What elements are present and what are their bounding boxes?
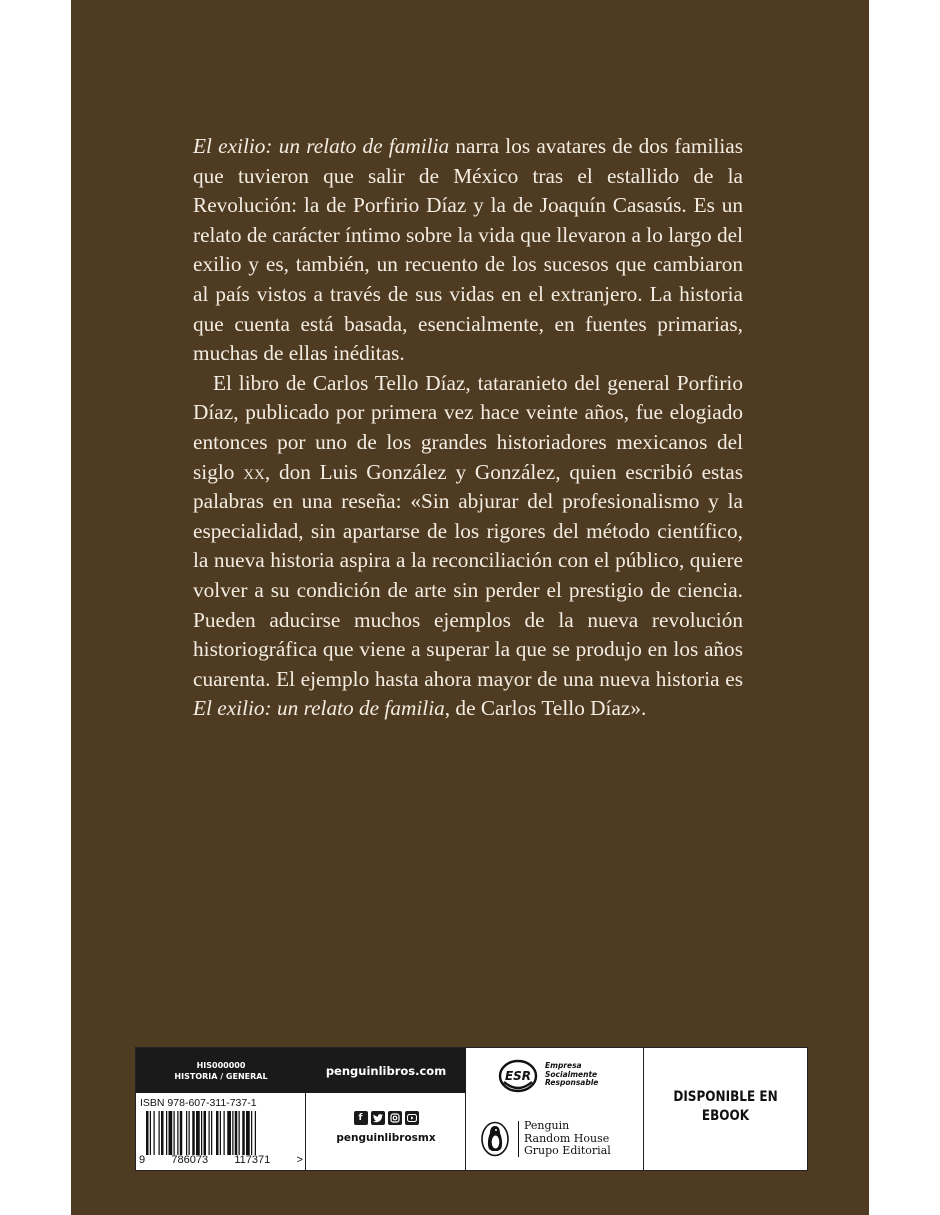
twitter-icon[interactable] xyxy=(371,1111,385,1125)
barcode-bar xyxy=(227,1111,231,1155)
bisac-code: HIS000000 xyxy=(196,1060,246,1070)
barcode-bar xyxy=(180,1111,183,1155)
barcode-bar xyxy=(201,1111,202,1155)
barcode-bar xyxy=(174,1111,175,1155)
esr-line: Responsable xyxy=(545,1078,599,1088)
barcode xyxy=(142,1111,300,1155)
barcode-bar xyxy=(235,1111,238,1155)
website-link[interactable]: penguinlibros.com xyxy=(306,1048,466,1093)
barcode-bar xyxy=(216,1111,219,1155)
barcode-bar xyxy=(177,1111,178,1155)
publisher-name xyxy=(524,1120,611,1158)
barcode-bar xyxy=(166,1111,167,1155)
instagram-icon[interactable] xyxy=(388,1111,402,1125)
book-title-quote: El exilio: un relato de familia xyxy=(193,696,445,721)
esr-logo xyxy=(498,1058,538,1094)
barcode-bar xyxy=(211,1111,212,1155)
book-title: El exilio: un relato de familia xyxy=(193,134,450,158)
blurb-p2-text-b: , don Luis González y González, quien escribió estas palabras en una reseña: «Sin abjurar del profesionalismo y la especialidad, sin apartarse de los rigores del método científico, la nueva historia aspira a la reconciliación con el público, quiere volver a su condición de arte sin perder el prestigio de ciencia. Pueden aducirse muchos ejemplos de la nueva revolución historiográfica que viene a superar la que se produjo en los años cuarenta. El ejemplo hasta ahora mayor de una nueva historia es xyxy=(193,459,743,691)
social-icons xyxy=(306,1111,466,1125)
barcode-bar xyxy=(224,1111,225,1155)
barcode-digits xyxy=(139,1154,303,1166)
ebook-notice xyxy=(655,1088,795,1126)
barcode-bar xyxy=(154,1111,155,1155)
publisher-line: Grupo Editorial xyxy=(524,1144,611,1158)
publisher-cell xyxy=(466,1048,644,1170)
barcode-bar xyxy=(186,1111,187,1155)
barcode-quiet-mark: > xyxy=(296,1154,303,1166)
barcode-bar xyxy=(169,1111,173,1155)
publisher-line: Penguin xyxy=(524,1119,570,1132)
back-cover-blurb xyxy=(193,132,743,724)
barcode-bar xyxy=(232,1111,233,1155)
barcode-bar xyxy=(209,1111,210,1155)
youtube-icon[interactable] xyxy=(405,1111,419,1125)
ebook-line: DISPONIBLE EN xyxy=(673,1089,778,1105)
barcode-bar xyxy=(196,1111,200,1155)
century-numeral: xx xyxy=(243,459,265,484)
barcode-bar xyxy=(161,1111,164,1155)
barcode-bar xyxy=(255,1111,256,1155)
barcode-digits-right: 117371 xyxy=(234,1154,271,1166)
barcode-bar xyxy=(246,1111,250,1155)
blurb-p1-text: narra los avatares de dos familias que tuvieron que salir de México tras el estallido de la Revolución: la de Porfirio Díaz y la de Joaquín Casasús. Es un relato de carácter íntimo sobre la vida que llevaron a lo largo del exilio y es, también, un recuento de los sucesos que cambiaron al país vistos a través de sus vidas en el extranjero. La historia que cuenta está basada, esencialmente, en fuentes primarias, muchas de ellas inéditas. xyxy=(193,134,743,366)
barcode-bar xyxy=(159,1111,160,1155)
esr-line: Socialmente xyxy=(545,1069,598,1079)
esr-mark: ESR xyxy=(504,1069,532,1083)
blurb-p2-end: , de Carlos Tello Díaz». xyxy=(444,696,647,721)
esr-line: Empresa xyxy=(545,1061,582,1070)
barcode-bar xyxy=(146,1111,149,1155)
logo-divider xyxy=(518,1121,519,1157)
ebook-line: EBOOK xyxy=(701,1108,750,1124)
barcode-bar xyxy=(220,1111,221,1155)
barcode-bar xyxy=(239,1111,240,1155)
bisac-box xyxy=(136,1048,306,1093)
penguin-logo-icon xyxy=(480,1121,510,1157)
isbn-text: ISBN 978-607-311-737-1 xyxy=(140,1097,257,1109)
bisac-label: HISTORIA / GENERAL xyxy=(174,1071,268,1081)
barcode-bar xyxy=(150,1111,151,1155)
barcode-bar xyxy=(251,1111,252,1155)
publisher-line: Random House xyxy=(524,1131,610,1145)
barcode-digits-left: 786073 xyxy=(171,1154,209,1166)
esr-text xyxy=(545,1062,598,1088)
barcode-bar xyxy=(192,1111,195,1155)
barcode-bar xyxy=(242,1111,245,1155)
barcode-bar xyxy=(189,1111,190,1155)
social-handle[interactable]: penguinlibrosmx xyxy=(336,1132,436,1144)
barcode-digit-first: 9 xyxy=(139,1154,146,1166)
barcode-bar xyxy=(204,1111,207,1155)
isbn-cell xyxy=(136,1048,306,1170)
web-cell xyxy=(306,1048,466,1170)
blurb-paragraph-2 xyxy=(193,369,743,724)
ebook-cell xyxy=(644,1048,807,1170)
blurb-p2-text-a: El libro de Carlos Tello Díaz, tataranieto del general Porfirio Díaz, publicado por primera vez hace veinte años, fue elogiado entonces por uno de los grandes historiadores mexicanos del siglo xyxy=(193,370,743,484)
facebook-icon[interactable]: f xyxy=(354,1111,368,1125)
info-band xyxy=(135,1047,808,1171)
blurb-paragraph-1 xyxy=(193,132,743,369)
